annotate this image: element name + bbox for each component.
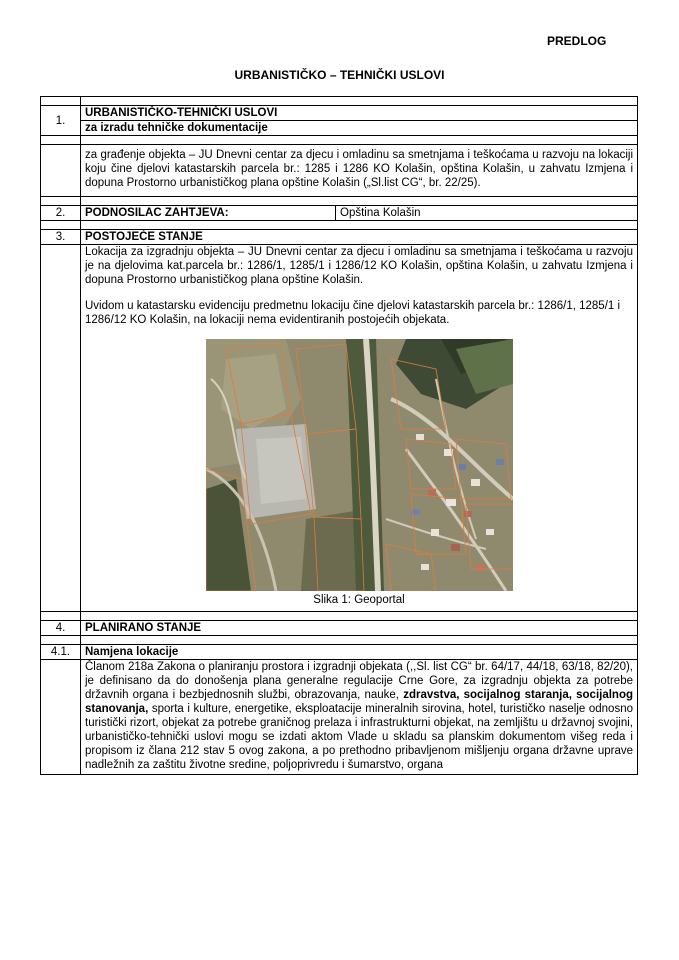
section-3-number: 3. (41, 230, 81, 245)
section-3-content-row (41, 245, 638, 612)
section-3-paragraph-2: Uvidom u katastarsku evidenciju predmetnu lokaciju čine djelovi katastarskih parcela br.: 1286/1, 1285/1 i 1286/12 KO Kolašin, na lokaciji nema evidentiranih postojećih objekata. (85, 300, 621, 326)
section-4-1-content-row (41, 660, 638, 775)
table-spacer-row (41, 636, 638, 645)
section-1-number: 1. (41, 106, 81, 136)
section-4-1-text-bold: zdravstva, socijalnog staranja, socijalnog stanovanja, (85, 689, 634, 715)
section-3-row (41, 230, 638, 245)
section-4-1-text (81, 660, 638, 775)
section-1-title: URBANISTIČKO-TEHNIČKI USLOVI (81, 106, 638, 121)
table-spacer-row (41, 612, 638, 621)
section-4-1-row (41, 645, 638, 660)
section-4-number: 4. (41, 621, 81, 636)
section-2-label: PODNOSILAC ZAHTJEVA: (81, 206, 336, 221)
section-4-title: PLANIRANO STANJE (81, 621, 638, 636)
table-spacer-row (41, 97, 638, 106)
table-spacer-row (41, 197, 638, 206)
section-1-row (41, 106, 638, 121)
section-1-description: za građenje objekta – JU Dnevni centar za djecu i omladinu sa smetnjama i teškoćama u razvoju na lokaciji koju čine djelovi katastarskih parcela br.: 1285 i 1286 KO Kolašin, opština Kolašin, u zahvatu Izmjena i dopuna Prostorno urbanističkog plana opštine Kolašin („Sl.list CG“, br. 22/25). (81, 145, 638, 197)
section-3-paragraph-1: Lokacija za izgradnju objekta – JU Dnevni centar za djecu i omladinu sa smetnjama i teškoćama u razvoju je na djelovima kat.parcela br.: 1286/1, 1285/1 i 1286/12 KO Kolašin, opština Kolašin, u zahvatu Izmjena i dopuna Prostorno urbanističkog plana opštine Kolašin. (85, 246, 633, 286)
section-1-subtitle-row (41, 121, 638, 136)
conditions-table (40, 96, 638, 775)
section-2-number: 2. (41, 206, 81, 221)
section-4-1-number: 4.1. (41, 645, 81, 660)
table-spacer-row (41, 221, 638, 230)
document-status-label: PREDLOG (547, 34, 607, 48)
section-1-description-row (41, 145, 638, 197)
section-1-subtitle: za izradu tehničke dokumentacije (81, 121, 638, 136)
table-spacer-row (41, 136, 638, 145)
figure-caption: Slika 1: Geoportal (313, 594, 405, 606)
section-2-row (41, 206, 638, 221)
section-4-row (41, 621, 638, 636)
section-2-value: Opština Kolašin (336, 206, 638, 221)
document-title: URBANISTIČKO – TEHNIČKI USLOVI (234, 68, 445, 82)
section-4-1-text-part-1: Članom 218a Zakona o planiranju prostora i izgradnji objekata (,,Sl. list CG“ br. 64/17, 44/18, 63/18, 82/20), je definisano da do donošenja plana generalne regulacije Crne Gore, za izgradnju objekta za potrebe državnih organa i bezbjednosnih službi, obrazovanja, nauke, (85, 661, 633, 701)
section-3-title: POSTOJEĆE STANJE (81, 230, 638, 245)
section-4-1-text-part-2: sporta i kulture, energetike, eksploatacije mineralnih sirovina, hotel, turističko naselje odnosno turistički rizort, objekat za potrebe graničnog prelaza i infrastrukturni objekat, na zemljištu u državnoj svojini, urbanističko-tehnički uslovi mogu se izdati aktom Vlade u skladu sa planskim dokumentom višeg reda i propisom iz člana 212 stav 5 ovog zakona, a po prethodno pribavljenom mišljenju organa državne uprave nadležnih za zaštitu životne sredine, poljoprivredu i šumarstvo, organa (85, 703, 633, 771)
geoportal-satellite-image (206, 339, 513, 591)
section-4-1-title: Namjena lokacije (81, 645, 638, 660)
section-3-content (81, 245, 638, 612)
